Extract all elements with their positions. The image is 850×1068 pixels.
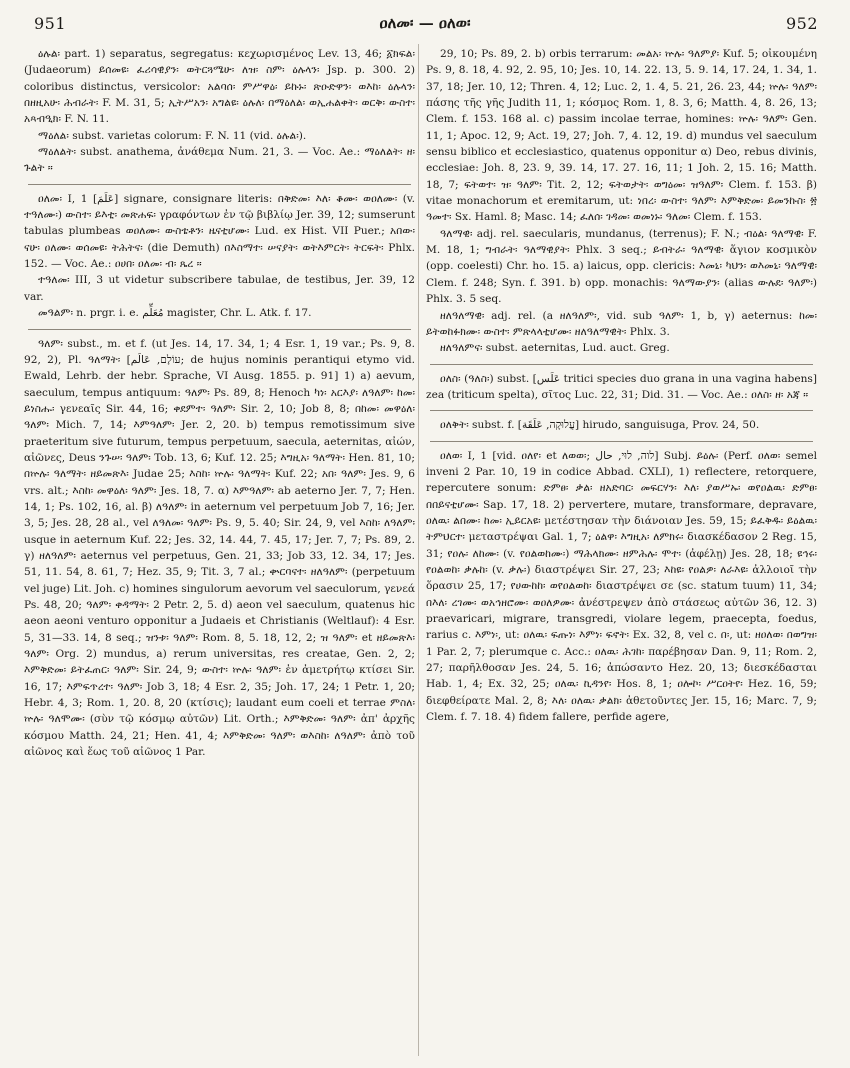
dictionary-entry: ዐለቅት፡ subst. f. [עֲלוּקָה, عَلَقَة] hirudo, sanguisuga, Prov. 24, 50.	[440, 419, 760, 432]
entry-separator	[430, 410, 813, 411]
page-number-left: 951	[34, 14, 67, 33]
left-column	[24, 46, 415, 1056]
dictionary-entry: መዓልም፡ n. prgr. i. e. مُعَلِّم magister, Chr. L. Atk. f. 17.	[38, 307, 312, 320]
running-head: ዐለመ፡ — ዐለወ፡	[379, 14, 471, 32]
entry-separator	[28, 184, 411, 185]
entry-separator	[430, 441, 813, 442]
dictionary-entry: ዐለመ፡ I, 1 [عَلَمَ] signare, consignare literis: በቅድመ፡ እለ፡ ቆሙ፡ ወዐለሙ፡ (v. ተዓለሙ፡) ውስተ፡ ይእቲ፡ መጽሐፍ፡ γραφόντων ἐν τῷ βιβλίῳ Jer. 39, 12; sumserunt tabulas plumbeas ወዐለሙ፡ ውስቴቶን፡ ዜናቲሆሙ፡ Lud. ex Hist. VII Puer.; አበው፡ ናሁ፡ ዐለሙ፡ ወሰመዩ፡ ትሕትና፡ (die Demuth) በእስማተ፡ ሠናያት፡ ወትእምርት፡ ትርፍት፡ Phlx. 152. — Voc. Ae.: ዐሀበ፡ ዐለመ፡ ብ፡ ጼረ ።	[24, 192, 415, 271]
dictionary-entry: ተዓለመ፡ III, 3 ut videtur subscribere tabulae, de testibus, Jer. 39, 12 var.	[24, 274, 415, 303]
dictionary-entry: ዐለወ፡ I, 1 [vid. ዐለየ፡ et ለወወ፡; לוה, לוּי, حال] Subj. ይዕሉ፡ (Perf. ዐለወ፡ semel inveni 2 Par. 10, 19 in codice Abbad. CXLI), 1) reflectere, retorquere, repercutere sonum: ድምፀ፡ ቃል፡ ዘአድባር፡ መፍርሃን፡ እለ፡ ያወሥኡ፡ ወየዐልዉ፡ ድምፀ፡ በበይናቲሆሙ፡ Sap. 17, 18. 2) pervertere, mutare, transformare, depravare, ዐለዉ፡ ልበሙ፡ ከመ፡ ኢይርአዩ፡ μετέστησαν τὴν διάνοιαν Jes. 59, 15; ይፈቅዱ፡ ይዕልዉ፡ ትምህርተ፡ μεταστρέψαι Gal. 1, 7; ዕልዋ፡ እግዚአ፡ ለምክሩ፡ διασκέδασον 2 Reg. 15, 31; የዐሉ፡ ለከሙ፡ (v. የዐልወከሙ፡) ማሕላክሙ፡ ዘምሕሉ፡ ሞተ፡ (ἀφέλῃ) Jes. 28, 18; ዩኅሩ፡ የዐልወከ፡ ቃሉከ፡ (v. ቃሉ፡) διαστρέψει Sir. 27, 23; እከዩ፡ የዐልዎ፡ ለራእዩ፡ ἀλλοιοῖ τὴν ὅρασιν 25, 17; የሀውከከ፡ ወየዐልወከ፡ διαστρέψει σε (sc. statum tuum) 11, 34; በእለ፡ ረገሙ፡ ወአኅዘሮሙ፡ ወዐለዎሙ፡ ἀνέστρεψεν ἀπὸ στάσεως αὐτῶν 36, 12. 3) praevaricari, migrare, transgredi, violare legem, praecepta, foedus, rarius c. እምነ፡, ut: ዐለዉ፡ ፍጡነ፡ እምነ፡ ፍኖት፡ Ex. 32, 8, vel c. በ፡, ut: ዘዐለወ፡ በወግዝ፡ 1 Par. 2, 7; plerumque c. Acc.: ዐለዉ፡ ሕገከ፡ παρέβησαν Dan. 9, 11; Rom. 2, 27; παρῆλθοσαν Jes. 24, 5. 16; ἀπώσαντο Hez. 20, 13; διεσκέδασται Hab. 1, 4; Ex. 32, 25; ዐለዉ፡ ኪዳንየ፡ Hos. 8, 1; ዐሎኮ፡ ሥርዐትየ፡ Hez. 16, 59; διεφθείρατε Mal. 2, 8; እለ፡ ዐለዉ፡ ቃልክ፡ ἀθετοῦντες Jer. 15, 16; Marc. 7, 9; Clem. f. 7. 18. 4) fidem fallere, perfide agere,	[426, 449, 817, 724]
dictionary-entry: ዘለዓለምና፡ subst. aeternitas, Lud. auct. Greg.	[440, 342, 670, 355]
page-number-right: 952	[785, 14, 818, 33]
dictionary-entry: ማዕለል፡ subst. varietas colorum: F. N. 11 (vid. ዕሉል፡).	[38, 129, 307, 142]
dictionary-entry: ዕሉል፡ part. 1) separatus, segregatus: κεχωρισμένος Lev. 13, 46; ፩ክፍል፡ (Judaeorum) ይሰመዩ፡ ፈሪሳዊያን፡ ወትርጓሜሁ፡ ለዝ፡ ስም፡ ዕሉላን፡ Jsp. p. 300. 2) coloribus distinctus, versicolor: አልባሰ፡ ምሥዋዕ፡ ይኩኑ፡ ጽዑድዋን፡ ወእከ፡ ዕሉላን፡ በዘዚአሁ፡ ሕብራት፡ F. M. 31, 5; ኢትሥአን፡ አግልዩ፡ ዕሉለ፡ በማዕለል፡ ወኢሐልቀት፡ ወርቅ፡ ውስተ፡ አጻብዒክ፡ F. N. 11.	[24, 48, 415, 126]
page-header	[0, 12, 850, 38]
dictionary-entry: ማዕለልት፡ subst. anathema, ἀνάθεμα Num. 21, 3. — Voc. Ae.: ማዕለልት፡ ዘ፡ ጉልት ።	[24, 146, 415, 175]
dictionary-entry: ዐለስ፡ (ዓለስ፡) subst. [عَلَس tritici species duo grana in una vagina habens] zea (triticum spelta), σῖτος Luc. 22, 31; Did. 31. — Voc. Ae.: ዐለስ፡ ዘ፡ አጃ ።	[426, 372, 817, 401]
entry-separator	[28, 329, 411, 330]
column-divider	[418, 44, 419, 1056]
right-column	[426, 46, 817, 1056]
dictionary-entry: 29, 10; Ps. 89, 2. b) orbis terrarum: መልአ፡ ኵሉ፡ ዓለምያ፡ Kuf. 5; οἰκουμένη Ps. 9, 8. 18, 4. 92, 2. 95, 10; Jes. 10, 14. 22. 13, 5. 9. 14, 17. 24, 1. 34, 1. 37, 18; Jer. 10, 12; Thren. 4, 12; Luc. 2, 1. 4, 5. 21, 26. 23, 44; ኵሉ፡ ዓለም፡ πάσης τῆς γῆς Judith 11, 1; κόσμος Rom. 1, 8. 3, 6; Matth. 4, 8. 26, 13; Clem. f. 153. 168 al. c) passim incolae terrae, homines: ኵሉ፡ ዓለም፡ Gen. 11, 1; Apoc. 12, 9; Act. 19, 27; Joh. 7, 4. 12, 19. d) mundus vel saeculum sensu biblico et ecclesiastico, quatenus opponitur α) Deo, rebus divinis, ecclesiae: Joh. 8, 23. 9, 39. 14, 17. 27. 16, 11; 1 Joh. 2, 15. 16; Matth. 18, 7; ፍትወተ፡ ዝ፡ ዓለም፡ Tit. 2, 12; ፍትወታት፡ ወግዕመ፡ ዝዓለም፡ Clem. f. 153. β) vitae monachorum et eremitarum, ut: ነበረ፡ ውስተ፡ ዓለም፡ እምቅድመ፡ ይመንኩስ፡ ፳ ዓመተ፡ Sx. Haml. 8; Masc. 14; ፈለሰ፡ ገዳመ፡ ወመነኑ፡ ዓለመ፡ Clem. f. 153.	[426, 48, 817, 224]
dictionary-entry: ዓለማዊ፡ adj. rel. saecularis, mundanus, (terrenus); F. N.; ብዕል፡ ዓለማዊ፡ F. M. 18, 1; ግብራት፡ ዓለማዊያት፡ Phlx. 3 seq.; ይብትራ፡ ዓለማዊ፡ ἅγιον κοσμικὸν (opp. coelesti) Chr. ho. 15. a) laicus, opp. clericis: እመኒ፡ ካህን፡ ወእመኒ፡ ዓለማዊ፡ Clem. f. 248; Syn. f. 391. b) opp. monachis: ዓለማውያን፡ (alias ውሉደ፡ ዓለም፡) Phlx. 3. 5 seq.	[426, 227, 817, 306]
dictionary-entry: ዘለዓለማዊ፡ adj. rel. (a ዘለዓለም፡, vid. sub ዓለም፡ 1, b, γ) aeternus: ከመ፡ ይትወከፉክሙ፡ ውስተ፡ ምጽላላቲሆሙ፡ ዘለዓለማዊት፡ Phlx. 3.	[426, 309, 817, 338]
dictionary-entry: ዓለም፡ subst., m. et f. (ut Jes. 14, 17. 34, 1; 4 Esr. 1, 19 var.; Ps. 9, 8. 92, 2), Pl. ዓለማት፡ [עוֹלָם, عَالَم; de hujus nominis perantiqui etymo vid. Ewald, Lehrb. der hebr. Sprache, VI Ausg. 1855. p. 91] 1) a) aevum, saeculum, tempus antiquum: ዓለም፡ Ps. 89, 8; Henoch ካነ፡ አርእያ፡ ለዓለም፡ ከመ፡ ይነስሑ፡ γενεαῖς Sir. 44, 16; ቀደምተ፡ ዓለም፡ Sir. 2, 10; Job 8, 8; በከመ፡ መዋዕለ፡ ዓለም፡ Mich. 7, 14; እምዓለም፡ Jer. 2, 20. b) tempus remotissimum sive praeteritum sive futurum, tempus perpetuum, saecula, aeternitas, αἰών, αἰῶνες, Deus ንጉሠ፡ ዓለም፡ Tob. 13, 6; Kuf. 12. 25; እግዚአ፡ ዓለማት፡ Hen. 81, 10; በኵሉ፡ ዓለማት፡ ዘይመጽእ፡ Judae 25; እስከ፡ ኵሉ፡ ዓለማት፡ Kuf. 22; አበ፡ ዓለም፡ Jes. 9, 6 vrs. alt.; እስከ፡ መዋዕለ፡ ዓለም፡ Jes. 18, 7. α) እምዓለም፡ ab aeterno Jer. 7, 7; Hen. 14, 1; Ps. 102, 16, al. β) ለዓለም፡ in aeternum vel perpetuum Job 7, 16; Jer. 3, 5; Jes. 28, 28 al., vel ለዓለመ፡ ዓለም፡ Ps. 9, 5. 40; Sir. 24, 9, vel እስከ፡ ለዓለም፡ usque in aeternum Kuf. 22; Jes. 32, 14. 44, 7. 45, 17; Jer. 7, 7; Ps. 89, 2. γ) ዘለዓለም፡ aeternus vel perpetuus, Gen. 21, 33; Job 33, 12. 34, 17; Jes. 51, 11. 54, 8. 61, 7; Hez. 35, 9; Tit. 3, 7 al.; ቍርባናተ፡ ዘለዓለም፡ (perpetuum vel juge) Lit. Joh. c) homines singulorum aevorum vel saeculorum, γενεά Ps. 48, 20; ዓለም፡ ቀዳማት፡ 2 Petr. 2, 5. d) aeon vel saeculum, quatenus hic aeon aeoni venturo opponitur a Judaeis et Christianis (Weltlauf): 4 Esr. 5, 31—33. 14, 8 seq.; ዝንቱ፡ ዓለም፡ Rom. 8, 5. 18, 12, 2; ዝ ዓለም፡ et ዘይመጽእ፡ ዓለም፡ Org. 2) mundus, a) rerum universitas, res creatae, Gen. 2, 2; እምቅድመ፡ ይትፈጠር፡ ዓለም፡ Sir. 24, 9; ውስተ፡ ኵሉ፡ ዓለም፡ ἐν ἀμετρήτῳ κτίσει Sir. 16, 17; እምፍጥረተ፡ ዓለም፡ Job 3, 18; 4 Esr. 2, 35; Joh. 17, 24; 1 Petr. 1, 20; Hebr. 4, 3; Rom. 1, 20. 8, 20 (κτίσις); laudant eum coeli et terrae ምስለ፡ ኵሉ፡ ዓለሞሙ፡ (σὺν τῷ κόσμῳ αὐτῶν) Lit. Orth.; እምቅድመ፡ ዓለም፡ ἀπ' ἀρχῆς κόσμου Matth. 24, 21; Hen. 41, 4; እምቅድመ፡ ዓለም፡ ወእስከ፡ ለዓለም፡ ἀπὸ τοῦ αἰῶνος καὶ ἕως τοῦ αἰῶνος 1 Par.	[24, 337, 415, 759]
entry-separator	[430, 364, 813, 365]
